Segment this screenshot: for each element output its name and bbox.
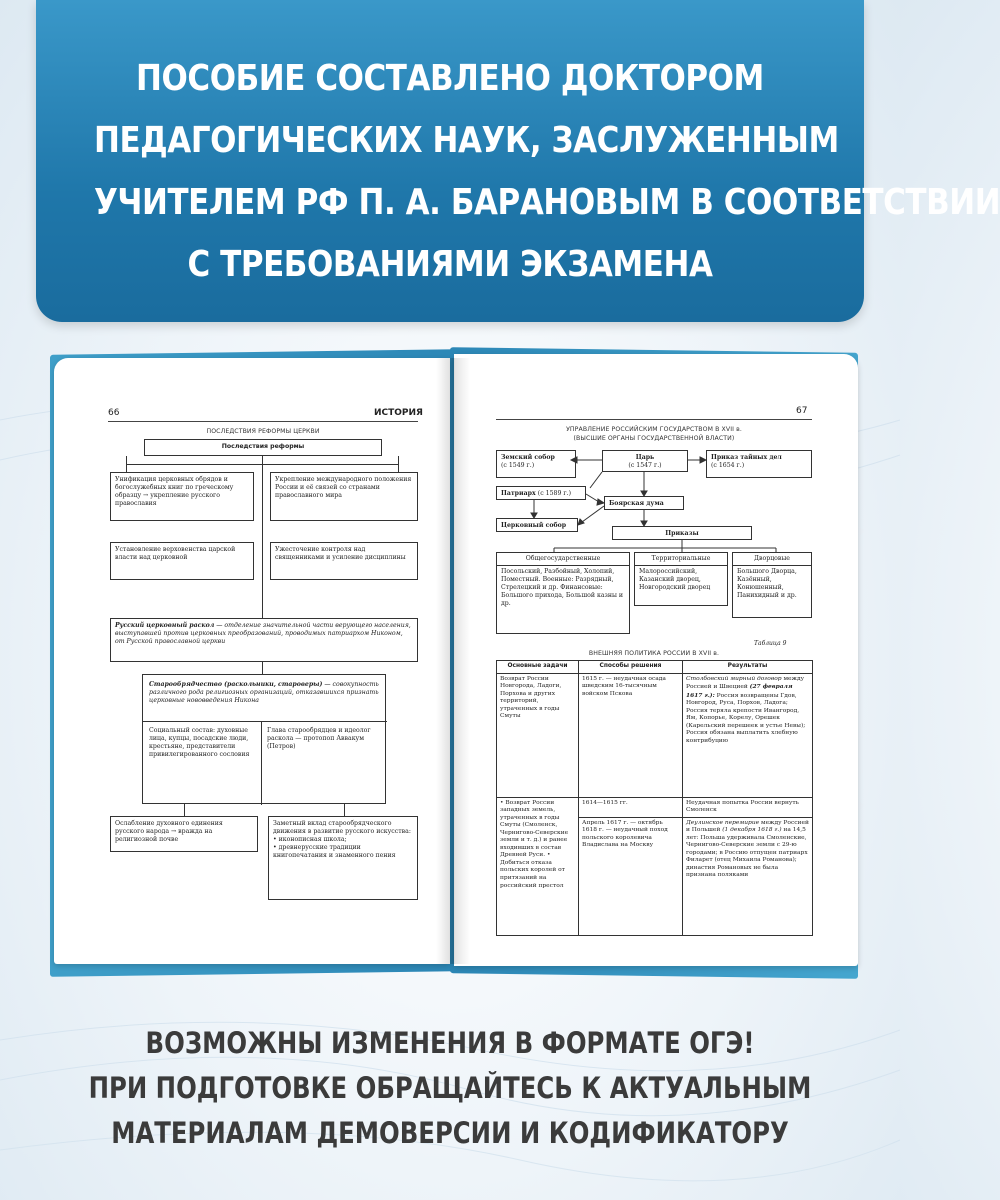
section-title-gov-1: УПРАВЛЕНИЕ РОССИЙСКИМ ГОСУДАРСТВОМ В XVII в. [566,426,742,433]
box-raskol [110,618,418,662]
box-boyar-duma: Боярская дума [604,496,684,510]
cell-method: Апрель 1617 г. — октябрь 1618 г. — неудачный поход польского королевича Владислава на Москву [579,817,683,935]
box-discipline: Ужесточение контроля над священниками и усиление дисциплины [270,542,418,580]
art-item-2: • древнерусские традиции книгопечатания и знаменного пения [273,844,396,860]
col-palace [732,552,812,618]
patriarch-label: Патриарх [501,490,536,497]
secret-date: (с 1654 г.) [711,462,745,470]
cell-task: Возврат России Новгорода, Ладоги, Порхова и других территорий, утраченных в годы Смуты [497,673,579,797]
secret-label: Приказ тайных дел [711,454,782,461]
raskol-term: Русский церковный раскол [115,622,215,629]
result-text: Неудачная попытка России вернуть Смоленск [686,799,799,814]
result-ital: (1 декабря 1618 г.) [722,827,782,834]
banner-line-4: С ТРЕБОВАНИЯМИ ЭКЗАМЕНА [187,244,713,285]
old-believers-definition [149,681,379,705]
cell-method: 1615 г. — неудачная осада шведским 16-тысячным войском Пскова [579,673,683,797]
top-box-consequences: Последствия реформы [144,439,382,456]
result-text: Россия возвращены Гдов, Новгород, Руса, Порхов, Ладога; Россия теряла крепости Ивангород, Ям, Копорье, Корелу, Орешек (Карельский перешеек и устье Невы); Россия обязана выплатить хлебную контрибуцию [686,692,806,744]
table-label: Таблица 9 [754,640,787,647]
connector [126,464,398,465]
page-number-right: 67 [796,406,808,416]
table-row [497,797,813,817]
footer-line-3: МАТЕРИАЛАМ ДЕМОВЕРСИИ И КОДИФИКАТОРУ [111,1116,789,1150]
table-row [497,673,813,797]
col-general-state [496,552,630,634]
divider [143,721,387,722]
cell-method: 1614—1615 гг. [579,797,683,817]
box-tsar-supremacy: Установление верховенства царской власти над церковной [110,542,254,580]
result-text: между Россией и Польшей [686,819,809,834]
banner-line-3: УЧИТЕЛЕМ РФ П. А. БАРАНОВЫМ В СООТВЕТСТВИИ [93,182,1000,223]
box-old-believers [142,674,386,804]
page-number-left: 66 [108,408,120,418]
banner-line-1: ПОСОБИЕ СОСТАВЛЕНО ДОКТОРОМ [136,58,764,99]
result-text: между Россией и Швецией [686,675,805,691]
section-title-left: ПОСЛЕДСТВИЯ РЕФОРМЫ ЦЕРКВИ [206,428,320,435]
book-gutter-shadow [436,358,470,964]
raskol-text: — отделение значительной части верующего населения, выступавшей против церковных преобразований, проводимых патриархом Никоном, от Русской православной церкви [115,622,411,646]
box-unification: Унификация церковных обрядов и богослужебных книг по греческому образцу → укрепление русского православия [110,472,254,521]
box-church-council: Церковный собор [496,518,578,532]
cell-result [683,817,813,935]
result-ital: Столбовский мирный договор [686,675,782,682]
old-believers-text: — совокупность различного рода религиозных организаций, отказавшихся признать церковные нововведения Никона [149,681,379,705]
art-item-1: • иконописная школа; [273,836,347,844]
tsar-date: (с 1547 г.) [628,462,662,470]
col-palace-head: Дворцовые [733,553,811,566]
col-general-body: Посольский, Разбойный, Холопий, Поместный. Военные: Разрядный, Стрелецкий и др. Финансовые: Большого прихода, Большой казны и др. [501,568,624,608]
connector [398,456,399,472]
old-believers-term: Старообрядчество (раскольники, староверы) [149,681,323,688]
col-palace-body: Большого Дворца, Казённый, Конюшенный, Панихидный и др. [737,568,797,600]
col-territorial-body: Малороссийский, Казанский дворец, Новгородский дворец [639,568,711,592]
tsar-label: Царь [635,454,655,461]
zemsky-label: Земский собор [501,454,555,461]
foreign-policy-table [496,660,813,936]
header-rule [108,421,418,422]
col-territorial [634,552,728,606]
section-title-gov-2: (ВЫСШИЕ ОРГАНЫ ГОСУДАРСТВЕННОЙ ВЛАСТИ) [573,435,735,442]
footer-line-1: ВОЗМОЖНЫ ИЗМЕНЕНИЯ В ФОРМАТЕ ОГЭ! [145,1026,755,1060]
col-territorial-head: Территориальные [635,553,727,566]
promo-banner [36,0,1000,322]
cell-task: • Возврат России западных земель, утраченных в годы Смуты (Смоленск, Чернигово-Северские земли и т. д.) и ранее входивших в состав Древней Руси. • Добиться отказа польских королей от притязаний на российский престол [497,797,579,935]
left-page [54,358,450,964]
cell-result [683,797,813,817]
old-believers-leader: Глава старообрядцев и идеолог раскола — протопоп Аввакум (Петров) [267,727,371,751]
old-believers-social: Социальный состав: духовные лица, купцы, посадские люди, крестьяне, представители привилегированного сословия [149,727,250,759]
book-spread [40,340,866,990]
connector [184,804,185,816]
result-text: на 14,5 лет: Польша удерживала Смоленские, Чернигово-Северские земли с 29-ю городами; в Россию отпущен патриарх Филарет (отец Михаила Романова); династия Романовых не была признана поляками [686,827,808,879]
patriarch-date: (с 1589 г.) [537,490,571,497]
result-ital: Деулинское перемирие [686,819,760,826]
box-prikazy: Приказы [612,526,752,540]
box-art-contribution [268,816,418,900]
section-title-foreign: ВНЕШНЯЯ ПОЛИТИКА РОССИИ В XVII в. [588,650,720,657]
box-international: Укрепление международного положения России и её связей со странами православного мира [270,472,418,521]
table-header-row [497,661,813,674]
connector [344,804,345,816]
th-methods: Способы решения [579,661,683,674]
zemsky-date: (с 1549 г.) [501,462,535,470]
th-tasks: Основные задачи [497,661,579,674]
right-page [454,354,858,966]
cell-result [683,673,813,797]
running-head: ИСТОРИЯ [374,408,423,418]
connector-spine [262,456,263,626]
connector [262,662,263,674]
footer-line-2: ПРИ ПОДГОТОВКЕ ОБРАЩАЙТЕСЬ К АКТУАЛЬНЫМ [88,1071,812,1105]
th-results: Результаты [683,661,813,674]
box-spiritual-weakening: Ослабление духовного единения русского народа → вражда на религиозной почве [110,816,258,852]
divider [261,721,262,805]
banner-line-2: ПЕДАГОГИЧЕСКИХ НАУК, ЗАСЛУЖЕННЫМ [93,120,839,161]
col-general-head: Общегосударственные [497,553,629,566]
result-ital: (27 февраля 1617 г.): [686,683,793,699]
art-intro: Заметный вклад старообрядческого движения в развитие русского искусства: [273,820,411,836]
